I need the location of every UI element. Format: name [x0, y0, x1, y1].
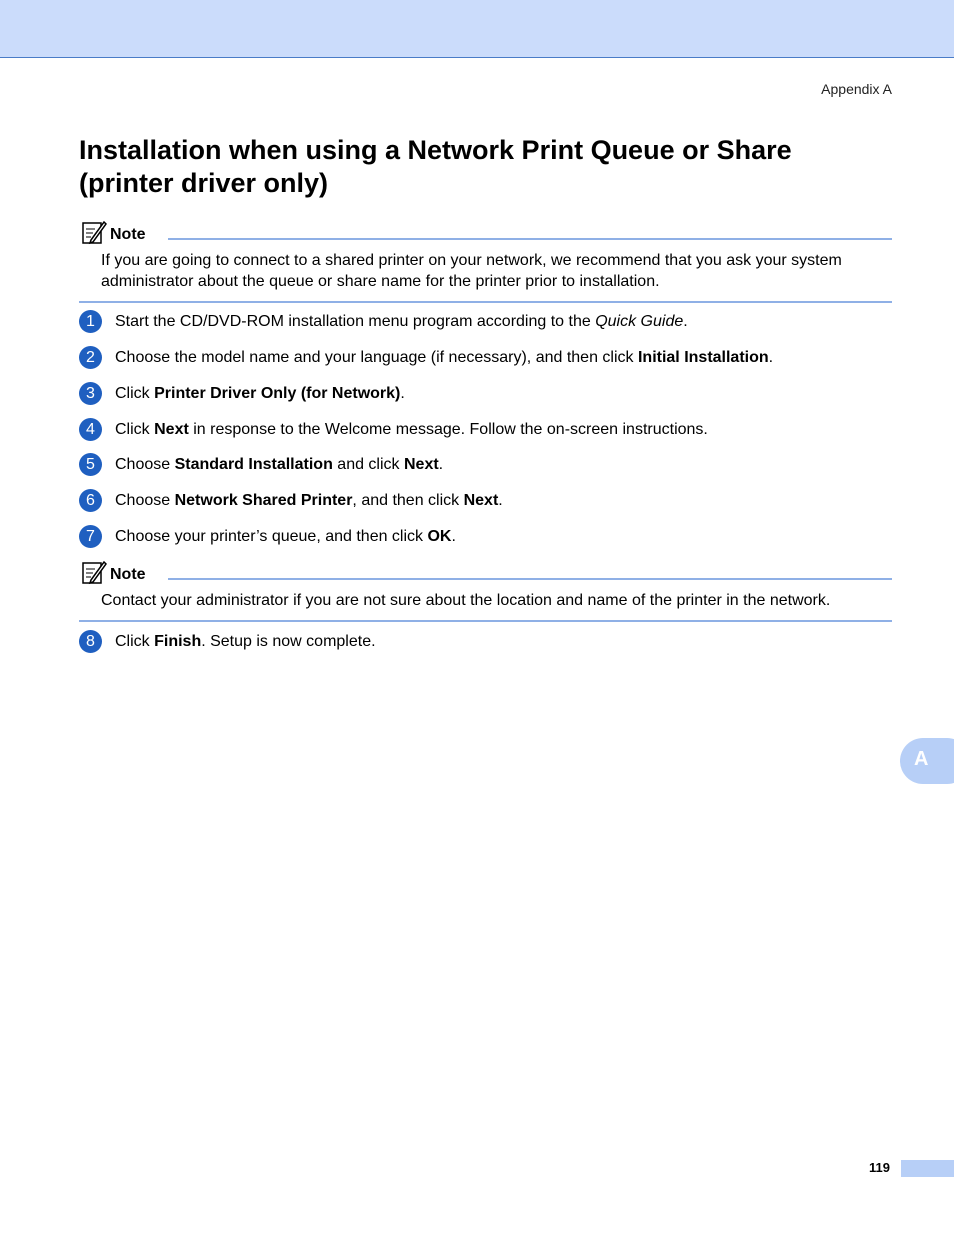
step-number-badge: 2 [79, 346, 102, 369]
note-label: Note [110, 566, 146, 583]
note-text: If you are going to connect to a shared printer on your network, we recommend that you ask your system administrator about the queue or share name for the printer prior to installation. [101, 252, 842, 290]
header-band [0, 0, 954, 58]
side-tab-label: A [914, 748, 929, 770]
page-number-bar [901, 1160, 954, 1177]
note-label: Note [110, 226, 146, 243]
note-pencil-icon [81, 559, 107, 585]
note-divider [168, 238, 892, 240]
note-pencil-icon [81, 219, 107, 245]
step-number-badge: 1 [79, 310, 102, 333]
step-text: Choose Network Shared Printer, and then click Next. [115, 492, 503, 509]
page-title: Installation when using a Network Print Queue or Share (printer driver only) [79, 135, 792, 198]
note-header [79, 562, 892, 584]
step-text: Choose your printer’s queue, and then click OK. [115, 528, 456, 545]
running-head: Appendix A [821, 81, 892, 97]
step-number-badge: 6 [79, 489, 102, 512]
step-text: Click Finish. Setup is now complete. [115, 633, 376, 650]
step-text: Click Next in response to the Welcome message. Follow the on-screen instructions. [115, 421, 708, 438]
note-divider [168, 578, 892, 580]
step-number-badge: 8 [79, 630, 102, 653]
note-text: Contact your administrator if you are not sure about the location and name of the printer in the network. [101, 592, 831, 609]
step-text: Click Printer Driver Only (for Network). [115, 385, 405, 402]
note-box [79, 222, 892, 303]
note-header [79, 222, 892, 244]
appendix-side-tab [900, 738, 954, 784]
step-number-badge: 7 [79, 525, 102, 548]
note-box [79, 562, 892, 622]
step-text: Choose Standard Installation and click Next. [115, 456, 444, 473]
step-number-badge: 5 [79, 453, 102, 476]
page-number: 119 [869, 1160, 890, 1175]
step-text: Choose the model name and your language (if necessary), and then click Initial Installation. [115, 349, 774, 366]
step-text: Start the CD/DVD-ROM installation menu program according to the Quick Guide. [115, 313, 688, 330]
step-number-badge: 4 [79, 418, 102, 441]
step-number-badge: 3 [79, 382, 102, 405]
